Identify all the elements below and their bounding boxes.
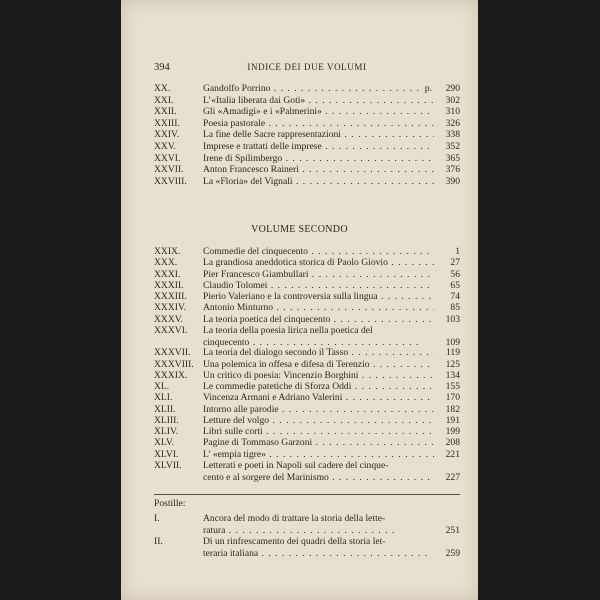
entry-number: XXIX.: [154, 246, 181, 257]
entry-title: Intorno alle parodie . . .: [203, 404, 434, 416]
entry-number: XXXIV.: [154, 302, 187, 314]
entry-title-continued: cento e al sorgere del Marinismo . . .: [203, 472, 434, 484]
entry-number: XXIII.: [154, 117, 180, 129]
entry-page: 27: [450, 257, 460, 269]
entry-page: 85: [450, 302, 460, 314]
toc-entry: [154, 459, 460, 483]
entry-number: XLIV.: [154, 426, 179, 437]
entry-number: XXXVI.: [154, 324, 188, 336]
divider: [154, 494, 460, 495]
entry-number: XXXV.: [154, 313, 183, 325]
entry-number: XXVII.: [154, 164, 184, 176]
entry-page: 326: [445, 117, 460, 129]
toc-entry: [154, 280, 460, 292]
entry-title: La «Floria» del Vignali . . .: [203, 176, 434, 188]
toc-entry: [154, 269, 460, 281]
toc-entry: [154, 404, 460, 416]
entry-title: Letterati e poeti in Napoli sul cadere del cinque-: [203, 459, 389, 471]
entry-title-continued: cinquecento . . .: [203, 337, 434, 349]
toc-entry: [154, 106, 460, 118]
entry-title: Le commedie patetiche di Sforza Oddi . . .: [203, 381, 434, 393]
entry-title: Pierio Valeriano e la controversia sulla lingua . . .: [203, 291, 434, 303]
entry-page: 376: [445, 164, 460, 176]
toc-entry: [154, 370, 460, 382]
entry-number: XXXII.: [154, 279, 184, 291]
toc-entry: [154, 426, 460, 438]
entry-title: Poesia pastorale . . .: [203, 118, 434, 130]
entry-number: XXXVIII.: [154, 358, 194, 370]
entry-number: II.: [154, 536, 163, 547]
entry-page: 365: [445, 152, 460, 164]
entry-title: Una polemica in offesa e difesa di Terenzio . . .: [203, 359, 434, 371]
entry-title: Commedie del cinquecento . . .: [203, 246, 434, 258]
entry-title: L’«Italia liberata dai Goti» . . .: [203, 95, 434, 107]
entry-number: XLV.: [154, 437, 174, 449]
entry-title: Libri sulle corti . . .: [203, 426, 434, 438]
entry-page: 119: [445, 347, 460, 359]
entry-title: Un critico di poesia: Vincenzio Borghini . . .: [203, 370, 434, 382]
entry-page: 65: [450, 279, 460, 291]
toc-entry: [154, 324, 460, 348]
entry-page: 125: [445, 358, 460, 370]
entry-title: Pier Francesco Giambullari . . .: [203, 269, 434, 281]
entry-page: 103: [445, 313, 460, 325]
entry-title: La grandiosa aneddotica storica di Paolo Giovio . . .: [203, 257, 434, 269]
entry-page: 56: [450, 268, 460, 280]
entry-number: XLII.: [154, 403, 176, 415]
entry-page: 74: [450, 291, 460, 302]
entry-title: La teoria del dialogo secondo il Tasso . . .: [203, 347, 434, 359]
toc-entry: [154, 437, 460, 449]
entry-title: La fine delle Sacre rappresentazioni . . .: [203, 129, 434, 141]
entry-title: Di un rinfrescamento dei quadri della storia let-: [203, 536, 386, 547]
entry-number: XXX.: [154, 257, 178, 269]
toc-entry: [154, 302, 460, 314]
entry-number: XXV.: [154, 141, 176, 152]
entry-number: XLI.: [154, 392, 173, 404]
entry-number: XXII.: [154, 106, 177, 118]
entry-page: 182: [445, 403, 460, 415]
entry-number: XLVII.: [154, 459, 182, 471]
entry-title: Claudio Tolomei . . .: [203, 280, 434, 292]
entry-title: Irene di Spilimbergo . . .: [203, 153, 434, 165]
toc-entry: [154, 257, 460, 269]
toc-entry: [154, 246, 460, 258]
toc-entry: [154, 381, 460, 393]
page-header: [154, 62, 460, 76]
entry-number: XL.: [154, 381, 170, 392]
entry-title-continued: ratura . . .: [203, 525, 434, 537]
entry-number: XXVI.: [154, 152, 181, 164]
toc-entry: [154, 176, 460, 188]
entry-number: XX.: [154, 83, 171, 94]
toc-entry: [154, 164, 460, 176]
entry-page: 134: [445, 369, 460, 381]
toc-entry: [154, 314, 460, 326]
entry-number: XXXVII.: [154, 347, 191, 359]
entry-title-continued: teraria italiana . . .: [203, 548, 434, 560]
entry-page: 390: [445, 175, 460, 187]
postille-label: Postille:: [154, 498, 186, 509]
entry-title: Letture del volgo . . .: [203, 415, 434, 427]
entry-title: Vincenza Armani e Adriano Valerini . . .: [203, 392, 434, 404]
running-title: INDICE DEI DUE VOLUMI: [247, 62, 367, 72]
toc-entry: [154, 449, 460, 461]
entry-title: Imprese e trattati delle imprese . . .: [203, 141, 434, 153]
entry-title: Ancora del modo di trattare la storia della lette-: [203, 513, 386, 524]
toc-entry: [154, 153, 460, 165]
book-page: [121, 0, 478, 600]
entry-number: XLVI.: [154, 448, 179, 460]
entry-page: 259: [445, 548, 460, 559]
entry-page: 191: [445, 414, 460, 426]
entry-title: Gandolfo Porrino . . .: [203, 83, 434, 95]
entry-page: 170: [445, 392, 460, 404]
toc-entry: [154, 95, 460, 107]
entry-page: 302: [445, 94, 460, 106]
entry-title: Pagine di Tommaso Garzoni . . .: [203, 437, 434, 449]
toc-entry: [154, 118, 460, 130]
entry-page: 109: [445, 336, 460, 348]
entry-page: 208: [445, 437, 460, 449]
toc-entry: [154, 513, 460, 536]
entry-number: I.: [154, 513, 160, 524]
entry-page: 251: [445, 525, 460, 536]
toc-entry: [154, 359, 460, 371]
entry-number: XXVIII.: [154, 175, 187, 187]
entry-title: Anton Francesco Rainerì . . .: [203, 164, 434, 176]
entry-page: 221: [445, 448, 460, 460]
entry-title: La teoria della poesia lirica nella poetica del: [203, 324, 373, 336]
entry-title: L’ «empia tigre» . . .: [203, 449, 434, 461]
toc-entry: [154, 347, 460, 359]
entry-page: 199: [445, 426, 460, 437]
page-number: 394: [154, 62, 170, 73]
toc-entry: [154, 536, 460, 559]
entry-number: XXXIX.: [154, 369, 188, 381]
entry-page: 310: [445, 106, 460, 118]
entry-number: XXXIII.: [154, 291, 187, 302]
toc-entry: [154, 141, 460, 153]
entry-title: Antonio Minturno . . .: [203, 302, 434, 314]
entry-title: Gli «Amadigi» e i «Palmerini» . . .: [203, 106, 434, 118]
entry-page: 155: [445, 381, 460, 392]
toc-entry: [154, 129, 460, 141]
entry-page: 290: [445, 83, 460, 94]
toc-entry: [154, 392, 460, 404]
entry-title: La teoria poetica del cinquecento . . .: [203, 314, 434, 326]
entry-number: XLIII.: [154, 414, 179, 426]
entry-page: 1: [455, 246, 460, 257]
entry-page: 227: [445, 471, 460, 483]
toc-entry: [154, 415, 460, 427]
toc-entry: [154, 83, 460, 95]
toc-entry: [154, 291, 460, 303]
entry-number: XXXI.: [154, 268, 181, 280]
section-title: VOLUME SECONDO: [251, 224, 348, 235]
page-abbrev: p.: [424, 83, 432, 94]
entry-number: XXI.: [154, 94, 174, 106]
entry-page: 338: [445, 129, 460, 141]
entry-page: 352: [445, 141, 460, 152]
entry-number: XXIV.: [154, 129, 180, 141]
